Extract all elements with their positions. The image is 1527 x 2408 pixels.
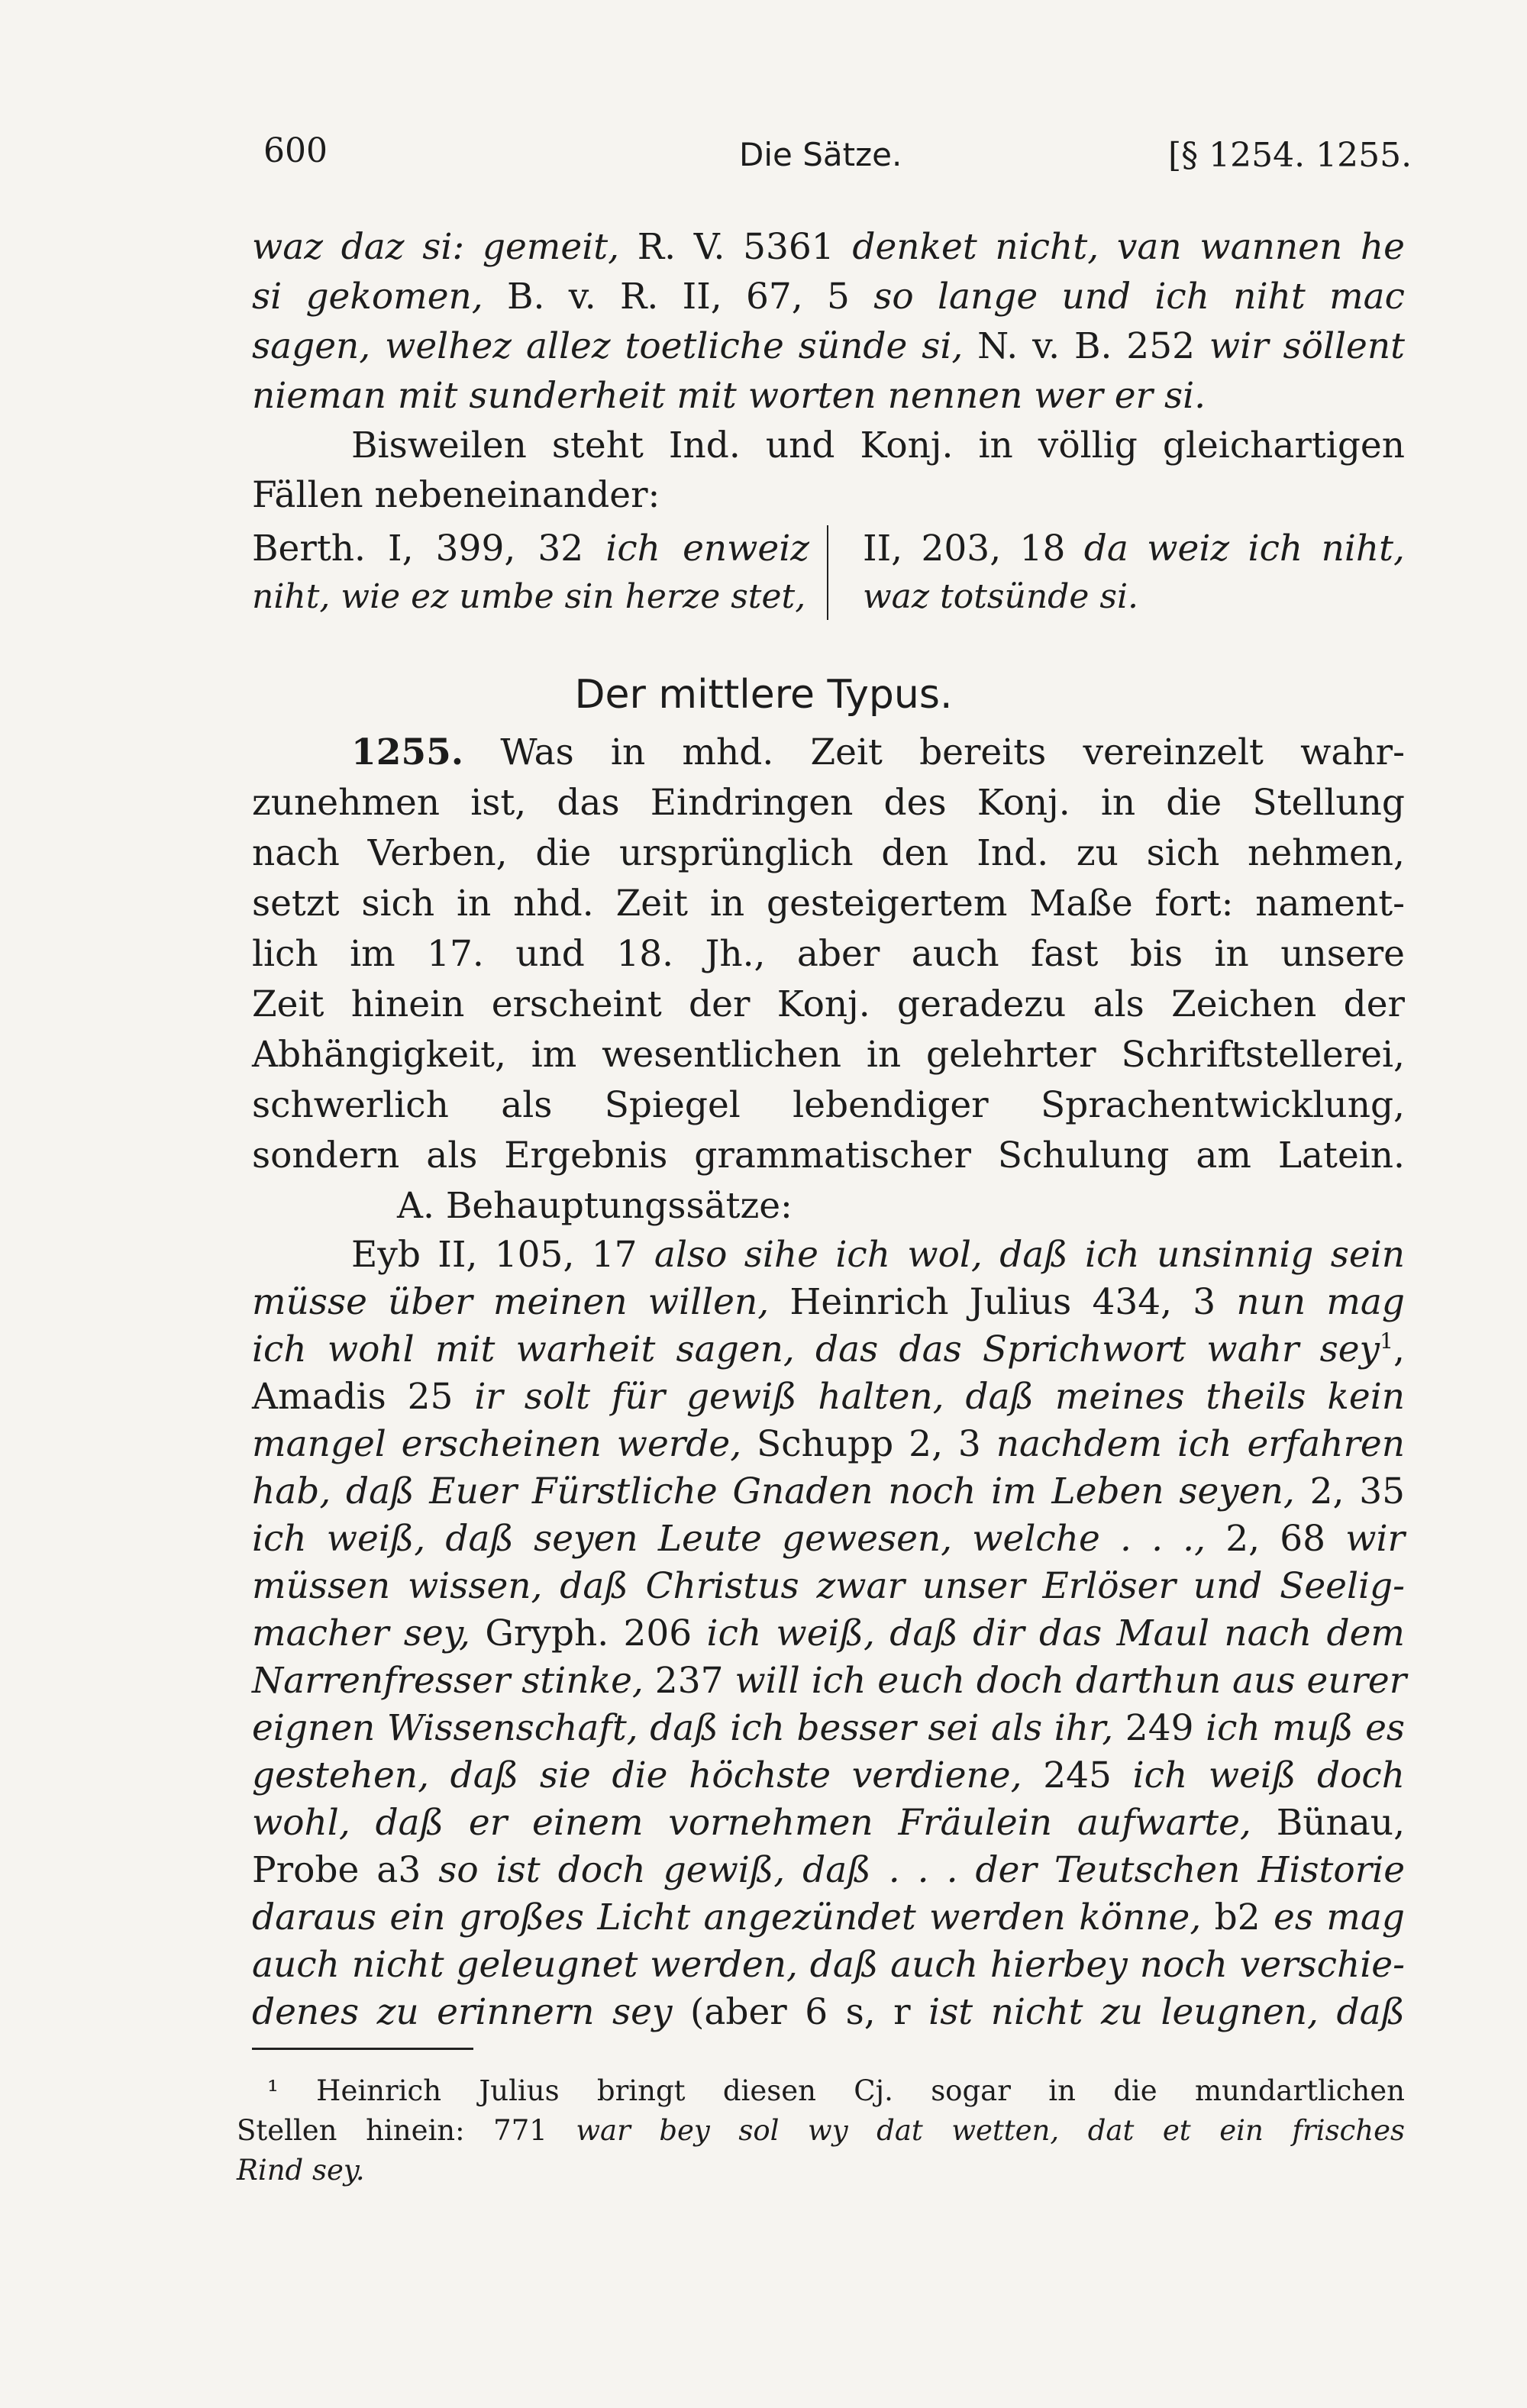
section-heading: Der mittlere Typus. <box>574 672 953 718</box>
example-line: daraus ein großes Licht angezündet werden könne, b2 es mag <box>252 1896 1405 1938</box>
column-divider <box>827 525 828 620</box>
text-line: nieman mit sunderheit mit worten nennen wer er si. <box>252 375 1206 417</box>
example-line: Amadis 25 ir solt für gewiß halten, daß meines theils kein <box>252 1376 1405 1418</box>
paragraph-number: 1255. <box>351 731 464 773</box>
text-line: setzt sich in nhd. Zeit in gesteigertem Maße fort: nament- <box>252 883 1405 925</box>
text-line: schwerlich als Spiegel lebendiger Sprachentwicklung, <box>252 1084 1405 1126</box>
text-line: zunehmen ist, das Eindringen des Konj. in die Stellung <box>252 782 1405 824</box>
text-line: lich im 17. und 18. Jh., aber auch fast bis in unsere <box>252 933 1405 975</box>
text-line: sondern als Ergebnis grammatischer Schulung am Latein. <box>252 1135 1405 1177</box>
text-line: sagen, welhez allez toetliche sünde si, N. v. B. 252 wir söllent <box>252 325 1405 367</box>
example-line: auch nicht geleugnet werden, daß auch hierbey noch verschie- <box>252 1944 1405 1986</box>
example-line: müsse über meinen willen, Heinrich Julius 434, 3 nun mag <box>252 1281 1405 1323</box>
column-right-line: waz totsünde si. <box>863 577 1139 616</box>
example-line: eignen Wissenschaft, daß ich besser sei als ihr, 249 ich muß es <box>252 1707 1406 1749</box>
text-line: nach Verben, die ursprünglich den Ind. zu sich nehmen, <box>252 832 1405 874</box>
example-line: wohl, daß er einem vornehmen Fräulein aufwarte, Bünau, <box>252 1802 1406 1844</box>
text-line: Fällen nebeneinander: <box>252 474 660 516</box>
section-reference: [§ 1254. 1255. <box>1168 136 1412 175</box>
example-line: mangel erscheinen werde, Schupp 2, 3 nachdem ich erfahren <box>252 1423 1405 1465</box>
example-line: ich wohl mit warheit sagen, das das Sprichwort wahr sey$^1$, <box>252 1328 1405 1370</box>
example-line: Narrenfresser stinke, 237 will ich euch doch darthun aus eurer <box>252 1660 1407 1702</box>
footnote-line: Stellen hinein: 771 war bey sol wy dat wetten, dat et ein frisches <box>237 2114 1405 2147</box>
example-line: gestehen, daß sie die höchste verdiene, 245 ich weiß doch <box>252 1754 1406 1796</box>
footnote-line: ¹ Heinrich Julius bringt diesen Cj. sogar in die mundartlichen <box>267 2074 1405 2107</box>
subheading: A. Behauptungssätze: <box>397 1185 793 1227</box>
example-line: Probe a3 so ist doch gewiß, daß . . . der Teutschen Historie <box>252 1849 1406 1891</box>
running-title: Die Sätze. <box>739 136 902 173</box>
text-line: Bisweilen steht Ind. und Konj. in völlig gleichartigen <box>351 424 1405 466</box>
example-line: ich weiß, daß seyen Leute gewesen, welche . . ., 2, 68 wir <box>252 1518 1406 1560</box>
page-number: 600 <box>263 131 328 170</box>
example-line: hab, daß Euer Fürstliche Gnaden noch im Leben seyen, 2, 35 <box>252 1470 1405 1512</box>
column-left-line: Berth. I, 399, 32 ich enweiz <box>252 528 809 570</box>
text-line: 1255. Was in mhd. Zeit bereits vereinzelt wahr- <box>351 731 1405 773</box>
text-line: waz daz si: gemeit, R. V. 5361 denket nicht, van wannen he <box>252 226 1405 268</box>
text-line: si gekomen, B. v. R. II, 67, 5 so lange und ich niht mac <box>252 276 1405 318</box>
column-left-line: niht, wie ez umbe sin herze stet, <box>252 577 806 616</box>
footnote-rule <box>252 2048 473 2050</box>
footnote-line: Rind sey. <box>237 2154 365 2187</box>
text-line: Abhängigkeit, im wesentlichen in gelehrter Schriftstellerei, <box>252 1034 1405 1076</box>
example-line: müssen wissen, daß Christus zwar unser Erlöser und Seelig- <box>252 1565 1405 1607</box>
example-line: macher sey, Gryph. 206 ich weiß, daß dir das Maul nach dem <box>252 1612 1405 1654</box>
column-right-line: II, 203, 18 da weiz ich niht, <box>863 528 1405 570</box>
example-line: Eyb II, 105, 17 also sihe ich wol, daß ich unsinnig sein <box>351 1234 1405 1276</box>
text-line: Zeit hinein erscheint der Konj. geradezu als Zeichen der <box>252 983 1405 1025</box>
example-line: denes zu erinnern sey (aber 6 s, r ist nicht zu leugnen, daß <box>252 1991 1405 2033</box>
